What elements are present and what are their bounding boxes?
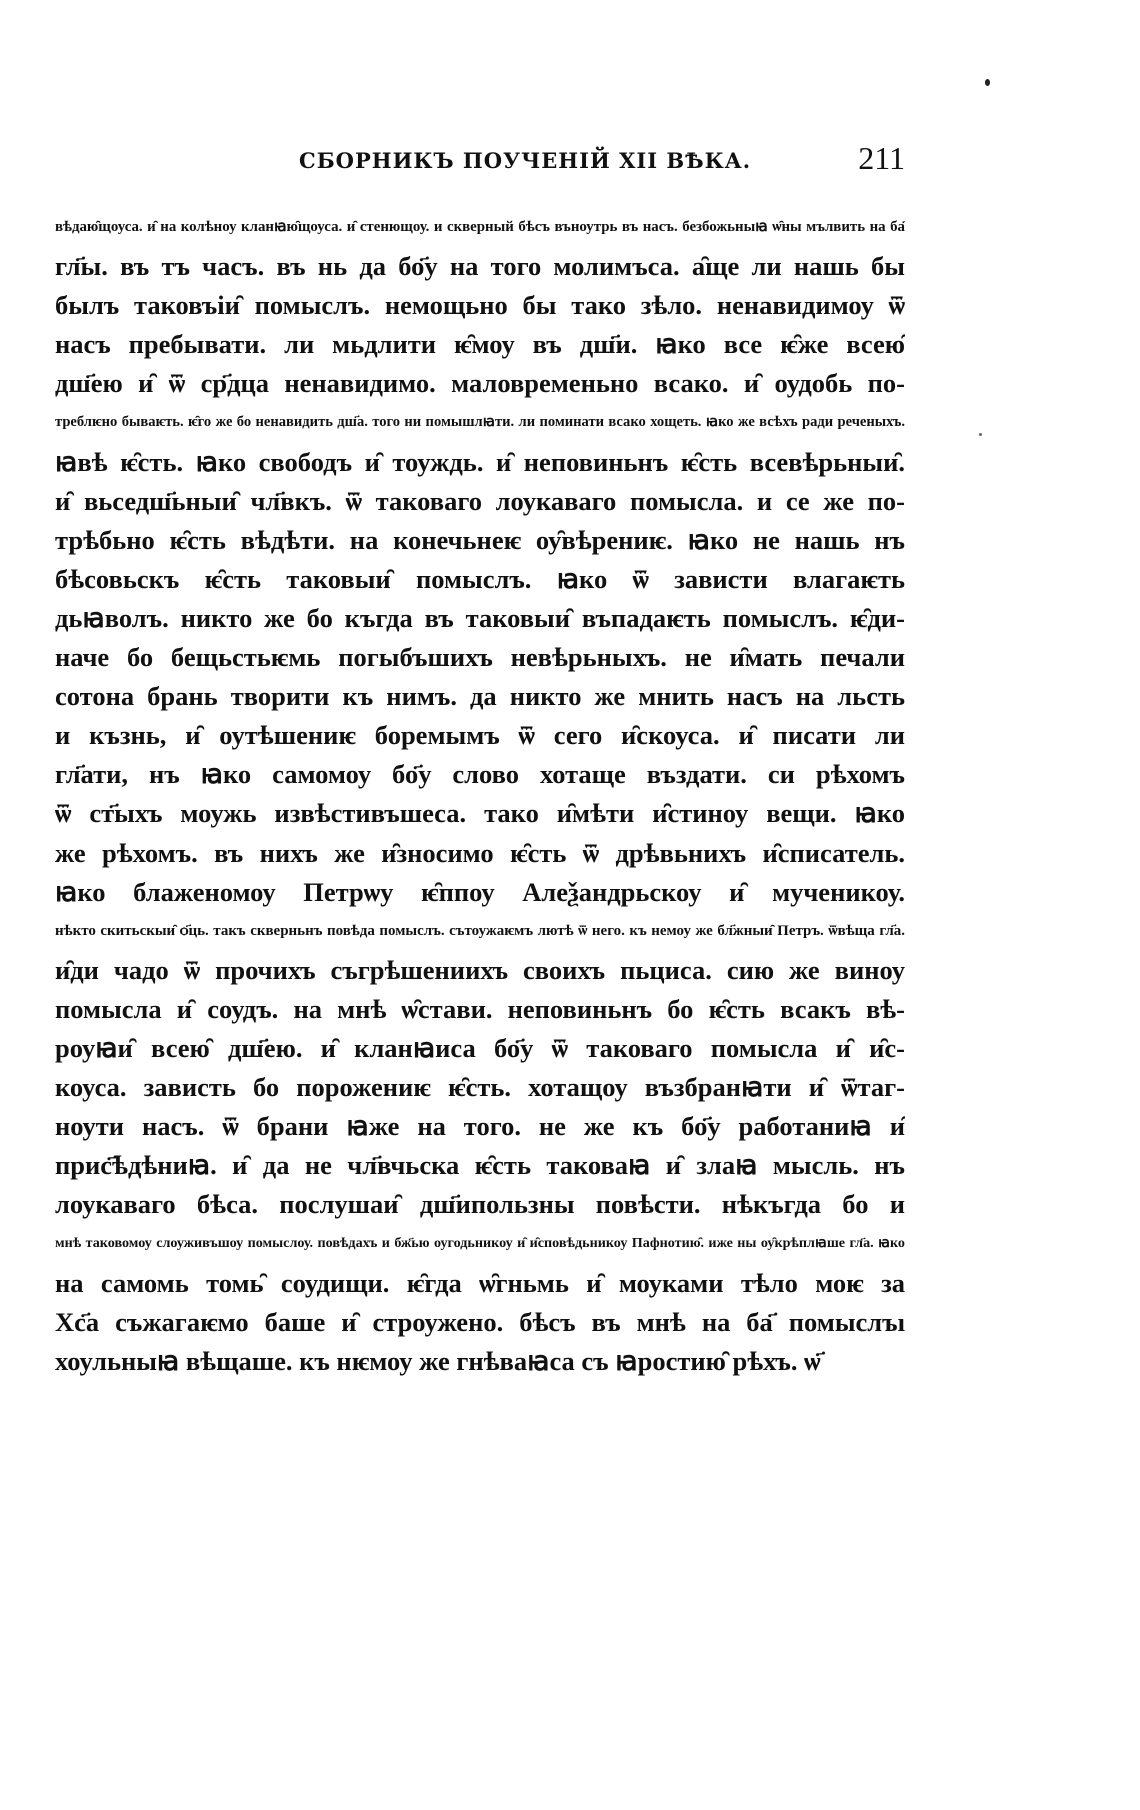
text-line: гл҃ы. въ тъ часъ. въ нь да бо҃у на того молимъса. а̑ще ли нашь бы: [55, 251, 905, 282]
text-line: нѣкто скитьскыи̑ ѻ҃ць. такъ скверньнъ повѣда помыслъ. сътоужаѥмъ лютѣ ѿ него. къ немоу же бл҃жныи̑ Петръ. ѿвѣща гл҃а.: [55, 922, 905, 939]
text-line: трѣбьно ѥ̑сть вѣдѣти. на конечьнеѥ оу̑вѣрениѥ. ꙗко не нашь нъ: [55, 524, 905, 555]
text-line: бѣсовьскъ ѥ̑сть таковыи̑ помыслъ. ꙗко ѿ зависти влагаѥть: [55, 563, 905, 594]
text-line: и̑ди чадо ѿ прочихъ съгрѣшениихъ своихъ пьциса. сию же виноу: [55, 954, 905, 985]
text-line: коуса. зависть бо порожениѥ ѥ̑сть. хотащоу възбранꙗти и̑ ѿтаг-: [55, 1072, 905, 1103]
ink-speck: [979, 433, 982, 436]
text-line: ѿ ст҃ыхъ моужь извѣстивъшеса. тако и̑мѣти и̑стиноу вещи. ꙗко: [55, 798, 905, 829]
text-line: Хс҃а съжагаѥмо баше и̑ строужено. бѣсъ въ мнѣ на ба҃ помыслъı: [55, 1306, 905, 1337]
text-line: на самомь томь̑ соудищи. ѥ̑гда ѡ̑гньмь и̑ моуками тѣло моѥ за: [55, 1267, 905, 1298]
text-line: гл҃ати, нъ ꙗко самомоу бо҃у слово хотаще въздати. си рѣхомъ: [55, 759, 905, 790]
text-line: мнѣ таковомоу слоуживъшоу помыслоу. повѣдахъ и бж҃ью оугодьникоу и̑ и̑сповѣдьникоу Пафнотию̑. иже ны оу̑крѣплꙗше гл҃а. ꙗко: [55, 1235, 905, 1252]
text-line: ꙗвѣ ѥ̑сть. ꙗко свободъ и̑ тоуждь. и̑ неповиньнъ ѥ̑сть всевѣрьныи̑.: [55, 446, 905, 477]
text-line: вѣдаю̑щоуса. и̑ на колѣноу кланꙗю̑щоуса. и̑ стенющоу. и скверный бѣсъ въноутрь въ насъ. безбожьныꙗ ѡ̑ны мълвить на ба҃: [55, 219, 905, 235]
text-line: ꙗко блаженомоу Петрѡу ѥ̑ппоу Алеѯандрьскоу и̑ мученикоу.: [55, 876, 905, 907]
text-line: сотона брань творити къ нимъ. да никто же мнить насъ на льсть: [55, 681, 905, 712]
text-line: прис҃ѣдѣниꙗ. и̑ да не чл҃вчьска ѥ̑сть таковаꙗ и̑ злаꙗ мысль. нъ: [55, 1150, 905, 1181]
running-title: СБОРНИКЪ ПОУЧЕНІЙ XII ВѢКА.: [299, 148, 752, 173]
page-number: 211: [858, 140, 905, 176]
text-line: ноути насъ. ѿ брани ꙗже на того. не же къ бо҃у работаниꙗ и̑: [55, 1111, 905, 1142]
body-text: [55, 208, 905, 1381]
text-line: роуꙗи̑ всею̑ дш҃ею. и̑ кланꙗиса бо҃у ѿ таковаго помысла и̑ и̑с-: [55, 1032, 905, 1063]
text-line: треблѥно бываѥть. ѥ̑го же бо ненавидить дш҃а. того ни помышлꙗти. ли поминати всако хощеть. ꙗко же всѣхъ ради реченыхъ.: [55, 414, 905, 431]
text-line: былъ таковъіи̑ помыслъ. немощьно бы тако зѣло. ненавидимоу ѿ: [55, 290, 905, 321]
text-line: помысла и̑ соудъ. на мнѣ ѡ̑стави. неповиньнъ бо ѥ̑сть всакъ вѣ-: [55, 993, 905, 1024]
text-line: дьꙗволъ. никто же бо къгда въ таковыи̑ въпадаѥть помыслъ. ѥ̑ди-: [55, 602, 905, 633]
text-line: наче бо бещьстьѥмь погыбъшихъ невѣрьныхъ. не и̑мать печали: [55, 642, 905, 673]
text-line: хоульныꙗ вѣщаше. къ нѥмоу же гнѣваꙗса съ ꙗростию̑ рѣхъ. ѡ҃: [55, 1345, 821, 1376]
text-line: и къзнь, и̑ оутѣшениѥ боремымъ ѿ сего и̑скоуса. и̑ писати ли: [55, 720, 905, 751]
ink-speck: [985, 79, 990, 86]
text-line: и̑ вьседш҃ьныи̑ чл҃вкъ. ѿ таковаго лоукаваго помысла. и се же по-: [55, 485, 905, 516]
running-head: [55, 142, 905, 182]
text-line: дш҃ею и̑ ѿ ср҃дца ненавидимо. маловременьно всако. и̑ оудобь по-: [55, 368, 905, 399]
text-line: лоукаваго бѣса. послушаи̑ дш҃ипользны повѣсти. нѣкъгда бо и: [55, 1189, 905, 1220]
text-line: насъ пребывати. ли мьдлити ѥ̑моу въ дш҃и. ꙗко все ѥ̑же всею̑: [55, 329, 905, 360]
text-line: же рѣхомъ. въ нихъ же и̑зносимо ѥ̑сть ѿ дрѣвьнихъ и̑списатель.: [55, 837, 905, 868]
